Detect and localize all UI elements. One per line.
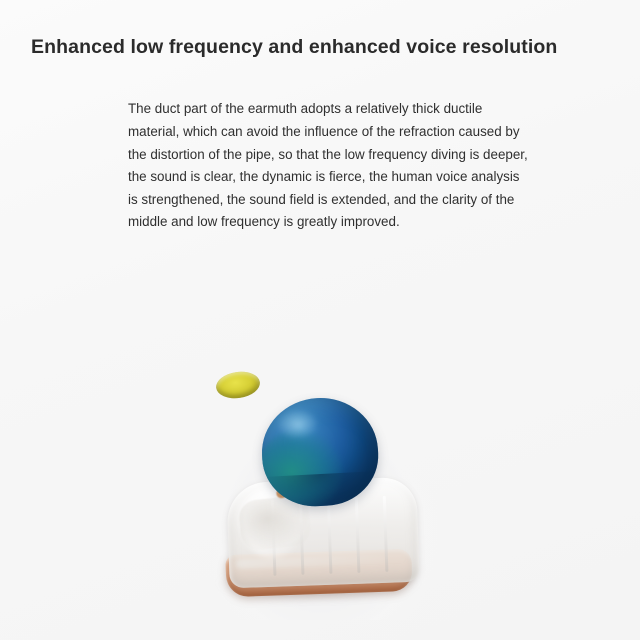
product-image bbox=[170, 370, 470, 640]
shell-ridge bbox=[383, 496, 389, 572]
page-title: Enhanced low frequency and enhanced voice resolution bbox=[31, 36, 558, 59]
shell-ridge bbox=[355, 497, 361, 573]
description-paragraph: The duct part of the earmuth adopts a relatively thick ductile material, which can avoid the influence of the refraction caused by the distortion of the pipe, so that the low frequency diving is deeper, the sound is clear, the dynamic is fierce, the human voice analysis is strengthened, the sound field is extended, and the clarity of the middle and low frequency is greatly improved. bbox=[128, 101, 528, 230]
shell-ridge bbox=[327, 498, 333, 574]
eartip-base-shading bbox=[263, 471, 381, 509]
